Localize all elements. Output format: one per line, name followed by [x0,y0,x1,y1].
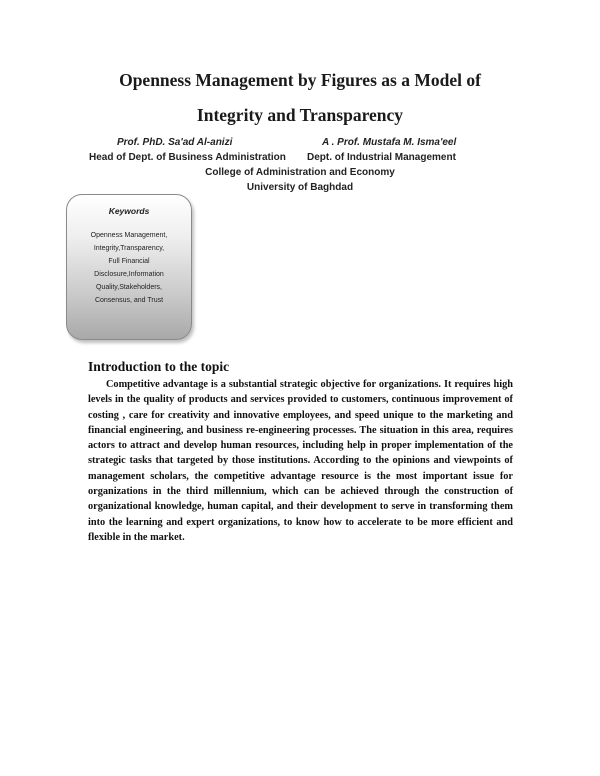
paper-title-line-2: Integrity and Transparency [196,105,404,125]
keywords-heading: Keywords [108,206,150,216]
author-1-department: Head of Dept. of Business Administration [89,152,286,163]
author-2-name: A . Prof. Mustafa M. Isma'eel [322,137,457,148]
introduction-paragraph: Competitive advantage is a substantial strategic objective for organizations. It requires high levels in the quality of products and services provided to customers, continuous improvement of costing , care for creativity and innovative employees, and speed unique to the marketing and financial engineering, and business re-engineering processes. The situation in this area, requires actors to attract and develop human resources, including help in proper implementation of the strategic tasks that targeted by those institutions. According to the opinions and viewpoints of management scholars, the competitive advantage resource is the most important issue for organizations in the third millennium, which can be achieved through the construction of organizational knowledge, human capital, and their development to serve in transforming them into the learning and expert organizations, to know how to accelerate to be more efficient and flexible in the market. [88,379,513,543]
author-1-name: Prof. PhD. Sa'ad Al-anizi [117,137,233,148]
paper-title-line-1: Openness Management by Figures as a Model of [119,70,481,90]
university-affiliation: University of Baghdad [246,182,354,193]
keywords-box [66,194,192,340]
author-2-department: Dept. of Industrial Management [307,152,456,163]
college-affiliation: College of Administration and Economy [205,167,395,178]
keywords-list: Openness Management, Integrity,Transparency, Full Financial Disclosure,Information Quality,Stakeholders, Consensus, and Trust [90,232,168,304]
author-block [0,137,600,197]
section-heading: Introduction to the topic [88,359,230,374]
